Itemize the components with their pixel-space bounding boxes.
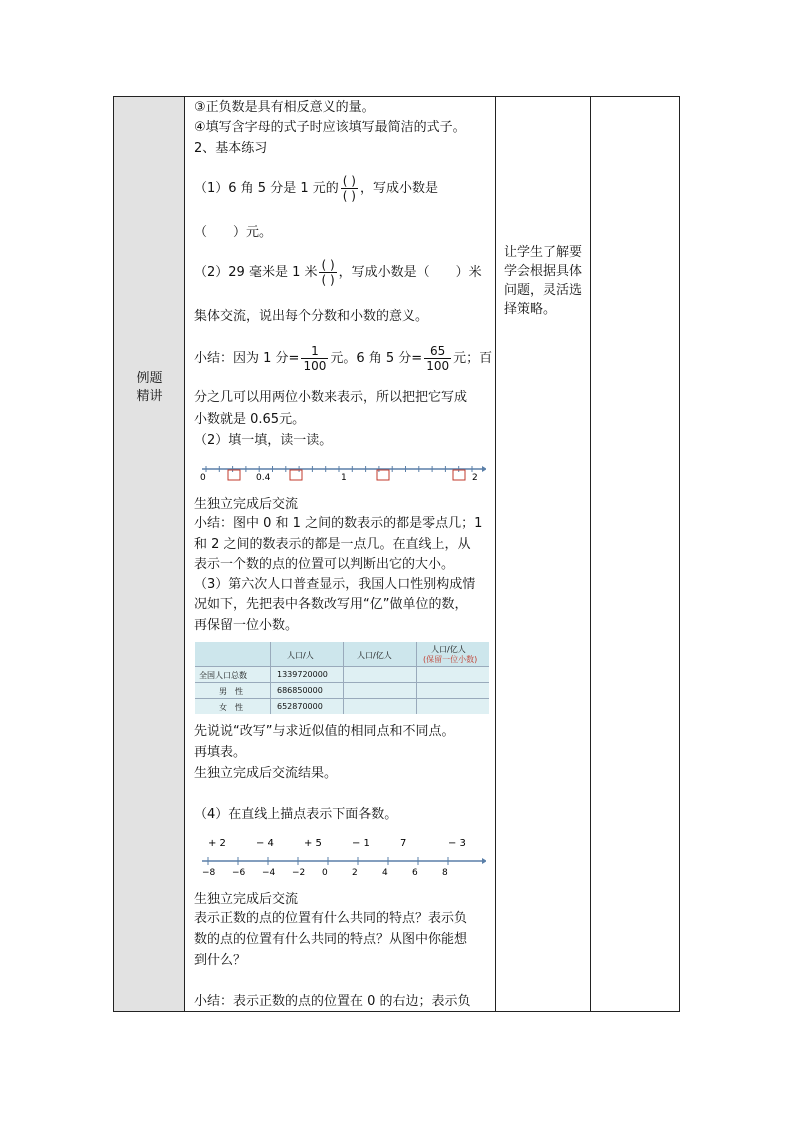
row-name: 男 性 [219, 687, 243, 696]
row-divider [195, 698, 489, 699]
text-line: （4）在直线上描点表示下面各数。 [194, 807, 398, 822]
tick-label: 1 [341, 473, 347, 483]
population-table [195, 642, 489, 714]
text-line: 表示一个数的点的位置可以判断出它的大小。 [194, 557, 455, 572]
row-divider [195, 666, 489, 667]
column-divider [270, 642, 271, 714]
tick-label: 8 [442, 868, 448, 877]
summary-text: 小结：因为 1 分= [194, 351, 300, 366]
fraction-denominator: 100 [303, 359, 327, 373]
text-line: 小结：图中 0 和 1 之间的数表示的都是零点几；1 [194, 516, 483, 531]
tick-label: 0 [200, 473, 206, 483]
tick-label: 2 [472, 473, 478, 483]
text-line: 分之几可以用两位小数来表示，所以把把它写成 [194, 390, 468, 405]
text-line: 小结：表示正数的点的位置在 0 的右边；表示负 [194, 994, 471, 1009]
exercise-2 [194, 251, 482, 295]
header-cell: 人口/亿人 [357, 651, 392, 660]
row-name: 女 性 [219, 703, 243, 712]
point-label: − 4 [256, 838, 274, 849]
text-line: ③正负数是具有相反意义的量。 [194, 100, 375, 115]
section-label-cell [114, 97, 185, 1011]
section-label-line-2: 精讲 [136, 389, 163, 404]
text-line: 生独立完成后交流 [194, 892, 299, 907]
lesson-table [113, 96, 680, 1012]
number-line-decimal [194, 459, 486, 483]
row-value: 686850000 [277, 686, 323, 695]
tick-label: 6 [412, 868, 418, 877]
row-name: 全国人口总数 [199, 671, 247, 680]
row-value: 652870000 [277, 702, 323, 711]
fraction-numerator: ( ) [321, 258, 335, 272]
point-label: − 3 [448, 838, 466, 849]
fraction-65-100 [424, 344, 451, 373]
tick-label: −2 [292, 868, 306, 877]
text-line: 2、基本练习 [194, 141, 268, 156]
fraction-1-100 [301, 344, 328, 373]
axis-arrow [482, 466, 486, 472]
blank-fraction [341, 174, 358, 203]
text-line: （2）填一填，读一读。 [194, 433, 333, 448]
fraction-numerator: 1 [301, 344, 328, 359]
text-line: 再填表。 [194, 745, 247, 760]
text-line: 表示正数的点的位置有什么共同的特点？表示负 [194, 911, 468, 926]
axis-arrow [482, 858, 486, 864]
exercise-1-text: （1）6 角 5 分是 1 元的 [194, 181, 339, 196]
number-line-integers [194, 835, 486, 877]
text-line: （3）第六次人口普查显示，我国人口性别构成情 [194, 577, 476, 592]
text-line: 小数就是 0.65元。 [194, 412, 306, 427]
text-line: 生独立完成后交流结果。 [194, 766, 338, 781]
point-label: 7 [400, 838, 407, 849]
fraction-denominator: ( ) [321, 273, 335, 287]
text-line: 况如下，先把表中各数改写用“亿”做单位的数， [194, 597, 468, 612]
text-line: （ ）元。 [194, 225, 273, 240]
fraction-denominator: ( ) [342, 189, 356, 203]
empty-cell [591, 97, 679, 1011]
text-line: ④填写含字母的式子时应该填写最简洁的式子。 [194, 120, 466, 135]
text-line: 和 2 之间的数表示的都是一点几。在直线上，从 [194, 537, 471, 552]
point-label: − 1 [352, 838, 370, 849]
point-label: + 2 [208, 838, 226, 849]
header-note: (保留一位小数) [423, 655, 478, 664]
section-label [114, 370, 185, 406]
purpose-text: 让学生了解要学会根据具体问题，灵活选择策略。 [504, 245, 583, 317]
purpose-cell [496, 97, 591, 1011]
text-line: 到什么？ [194, 953, 247, 968]
exercise-1 [194, 167, 438, 211]
content-cell [185, 97, 496, 1011]
summary-text: 元；百 [453, 351, 493, 366]
summary-text: 元。6 角 5 分= [330, 351, 423, 366]
tick-label: 4 [382, 868, 388, 877]
exercise-2-text: （2）29 毫米是 1 米 [194, 265, 318, 280]
exercise-1-text: ，写成小数是 [359, 181, 438, 196]
tick-label: 0.4 [256, 473, 271, 483]
answer-box[interactable] [290, 470, 302, 480]
section-label-line-1: 例题 [136, 371, 163, 386]
tick-label: −4 [262, 868, 276, 877]
tick-label: 0 [322, 868, 328, 877]
tick-label: −6 [232, 868, 246, 877]
column-divider [343, 642, 344, 714]
answer-box[interactable] [228, 470, 240, 480]
tick-label: −8 [202, 868, 216, 877]
fraction-numerator: ( ) [342, 174, 356, 188]
text-line: 生独立完成后交流 [194, 497, 299, 512]
tick-label: 2 [352, 868, 358, 877]
blank-fraction [319, 258, 336, 287]
exercise-2-text: ，写成小数是（ ）米 [338, 265, 482, 280]
header-cell: 人口/人 [287, 651, 314, 660]
text-line: 先说说“改写”与求近似值的相同点和不同点。 [194, 724, 455, 739]
fraction-denominator: 100 [426, 359, 450, 373]
row-value: 1339720000 [277, 670, 328, 679]
header-cell: 人口/亿人 [431, 645, 466, 654]
row-divider [195, 682, 489, 683]
column-divider [416, 642, 417, 714]
fraction-numerator: 65 [424, 344, 451, 359]
point-label: + 5 [304, 838, 322, 849]
text-line: 集体交流，说出每个分数和小数的意义。 [194, 309, 429, 324]
text-line: 数的点的位置有什么共同的特点？从图中你能想 [194, 932, 468, 947]
text-line: 再保留一位小数。 [194, 618, 299, 633]
summary-1 [194, 337, 492, 381]
